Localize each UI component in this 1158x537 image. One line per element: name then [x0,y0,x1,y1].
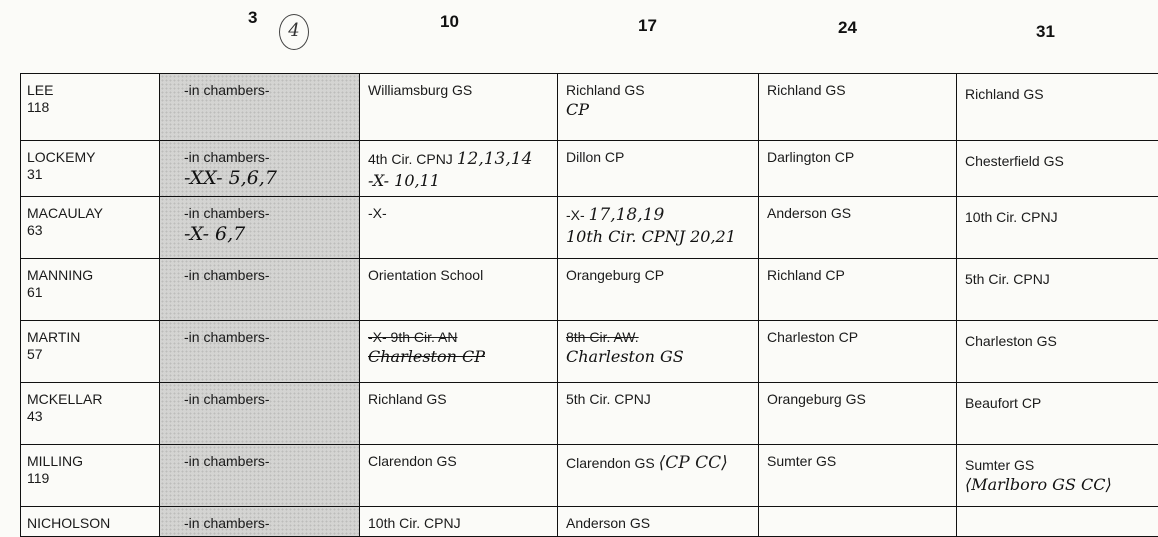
assignment-text: Orangeburg GS [767,391,948,407]
week-3-cell [160,507,360,537]
table-row [21,321,1158,383]
week-31-cell [957,445,1158,507]
judge-number: 63 [27,222,153,239]
judge-number: 43 [27,408,153,425]
assignment-text: -X- 17,18,19 [566,205,750,225]
assignment-text: Anderson GS [566,515,750,531]
judge-name: MILLING [27,453,153,470]
judge-number: 119 [27,470,153,487]
assignment-text: Sumter GS [965,457,1150,473]
week-17-cell [558,507,759,537]
handwritten-note: CP [566,100,750,119]
judge-name-cell [21,197,160,259]
chambers-label: -in chambers- [184,453,351,469]
week-24-cell [759,445,957,507]
judge-name: MARTIN [27,329,153,346]
chambers-label: -in chambers- [184,205,351,221]
assignment-text: 4th Cir. CPNJ 12,13,14 [368,149,549,169]
week-17-cell [558,74,759,141]
week-3-cell [160,141,360,197]
handwritten-note: -XX- 5,6,7 [184,167,351,189]
date-24: 24 [838,18,857,38]
handwritten-inline: ⟨CP CC⟩ [659,453,728,473]
circled-annotation: 4 [279,14,309,50]
week-17-cell [558,197,759,259]
assignment-text: 8th Cir. AW. [566,329,750,345]
week-10-cell [360,321,558,383]
judge-name: MANNING [27,267,153,284]
assignment-text: Dillon CP [566,149,750,165]
handwritten-note: -X- 10,11 [368,171,549,190]
table-row [21,197,1158,259]
table-row [21,141,1158,197]
table-row [21,507,1158,537]
week-17-cell [558,383,759,445]
assignment-text: Richland GS [767,82,948,98]
week-17-cell [558,259,759,321]
assignment-text: Richland CP [767,267,948,283]
handwritten-note: Charleston GS [566,347,750,366]
judge-name-cell [21,507,160,537]
assignment-text: Sumter GS [767,453,948,469]
table-row [21,383,1158,445]
assignment-text: Clarendon GS [368,453,549,469]
table-row [21,74,1158,141]
date-17: 17 [638,16,657,36]
assignment-text: -X- [368,205,549,221]
judge-name: NICHOLSON [27,515,153,532]
judge-name-cell [21,321,160,383]
week-10-cell [360,383,558,445]
week-10-cell [360,197,558,259]
week-3-cell [160,445,360,507]
assignment-text: 5th Cir. CPNJ [965,271,1150,287]
judge-name: MACAULAY [27,205,153,222]
assignment-text: Williamsburg GS [368,82,549,98]
judge-name: LOCKEMY [27,149,153,166]
week-31-cell [957,197,1158,259]
table-row [21,259,1158,321]
chambers-label: -in chambers- [184,515,351,531]
week-date-header [0,0,1158,60]
week-3-cell [160,259,360,321]
assignment-text: -X- 9th Cir. AN [368,329,549,345]
judge-number: 57 [27,346,153,363]
assignment-text: Orientation School [368,267,549,283]
judge-name: LEE [27,82,153,99]
date-3: 3 [248,8,257,28]
date-10: 10 [440,12,459,32]
handwritten-inline: 17,18,19 [589,205,665,225]
chambers-label: -in chambers- [184,391,351,407]
week-10-cell [360,259,558,321]
table-row [21,445,1158,507]
week-31-cell [957,321,1158,383]
judge-name-cell [21,383,160,445]
week-24-cell [759,507,957,537]
week-3-cell [160,74,360,141]
judge-name-cell [21,259,160,321]
week-24-cell [759,321,957,383]
handwritten-note: Charleston CP [368,347,549,366]
week-17-cell [558,141,759,197]
handwritten-note: 10th Cir. CPNJ 20,21 [566,227,750,246]
judge-number: 31 [27,166,153,183]
chambers-label: -in chambers- [184,149,351,165]
judge-number: 61 [27,284,153,301]
week-10-cell [360,141,558,197]
handwritten-inline: 12,13,14 [457,149,533,169]
judge-name-cell [21,445,160,507]
chambers-label: -in chambers- [184,267,351,283]
assignment-text: Charleston GS [965,333,1150,349]
assignment-text: Orangeburg CP [566,267,750,283]
week-10-cell [360,445,558,507]
assignment-text: Chesterfield GS [965,153,1150,169]
handwritten-note: -X- 6,7 [184,223,351,245]
week-17-cell [558,445,759,507]
judge-number: 118 [27,99,153,116]
week-24-cell [759,141,957,197]
assignment-text: Anderson GS [767,205,948,221]
judge-name-cell [21,74,160,141]
assignment-text: Clarendon GS ⟨CP CC⟩ [566,453,750,473]
assignment-text: Darlington CP [767,149,948,165]
assignment-text: Richland GS [965,86,1150,102]
week-31-cell [957,383,1158,445]
judge-name: MCKELLAR [27,391,153,408]
assignment-text: 10th Cir. CPNJ [368,515,549,531]
assignment-text: Charleston CP [767,329,948,345]
week-10-cell [360,507,558,537]
week-31-cell [957,507,1158,537]
judge-name-cell [21,141,160,197]
handwritten-note: ⟨Marlboro GS CC⟩ [965,475,1150,494]
week-31-cell [957,141,1158,197]
assignment-text: Richland GS [368,391,549,407]
assignment-text: Richland GS [566,82,750,98]
week-31-cell [957,74,1158,141]
week-3-cell [160,321,360,383]
week-31-cell [957,259,1158,321]
assignment-text: Beaufort CP [965,395,1150,411]
assignment-text: 10th Cir. CPNJ [965,209,1150,225]
chambers-label: -in chambers- [184,82,351,98]
week-24-cell [759,259,957,321]
week-3-cell [160,197,360,259]
assignment-text: 5th Cir. CPNJ [566,391,750,407]
week-24-cell [759,197,957,259]
week-3-cell [160,383,360,445]
week-10-cell [360,74,558,141]
date-31: 31 [1036,22,1055,42]
week-24-cell [759,74,957,141]
week-17-cell [558,321,759,383]
chambers-label: -in chambers- [184,329,351,345]
week-24-cell [759,383,957,445]
judge-schedule-table [20,73,1158,537]
